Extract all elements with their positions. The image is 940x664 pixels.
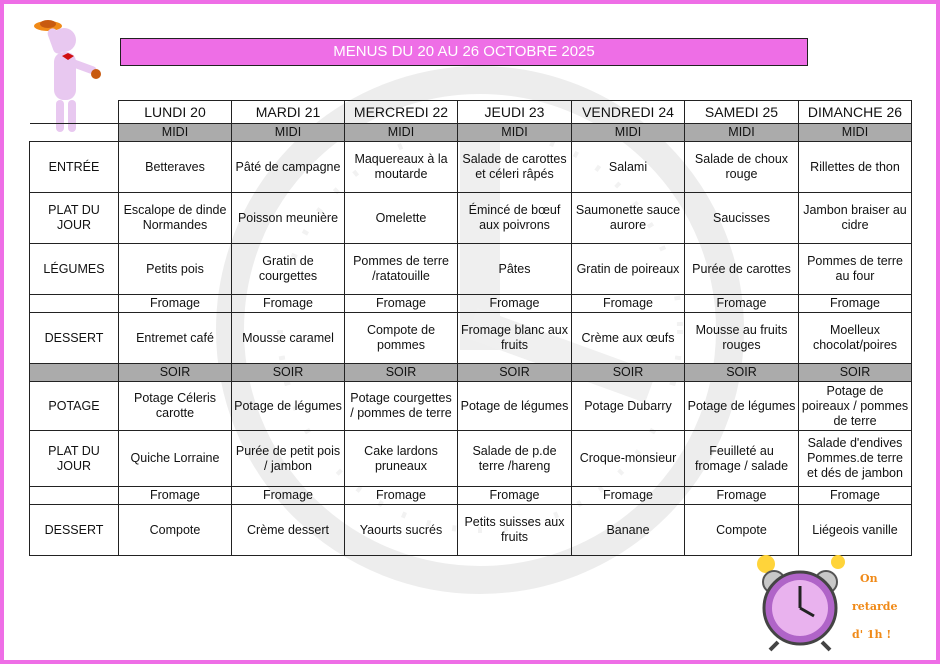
cheese-cell: Fromage xyxy=(685,487,799,505)
midi-label: MIDI xyxy=(345,124,458,142)
soir-corner xyxy=(30,364,119,382)
fromage-soir-row xyxy=(30,487,912,505)
menu-cell: Salade d'endives Pommes.de terre et dés de jambon xyxy=(799,431,912,487)
menu-cell: Pâté de campagne xyxy=(232,142,345,193)
cheese-cell: Fromage xyxy=(685,295,799,313)
soir-row xyxy=(30,364,912,382)
midi-corner xyxy=(30,124,119,142)
cheese-cell: Fromage xyxy=(458,295,572,313)
soir-label: SOIR xyxy=(799,364,912,382)
menu-cell: Mousse au fruits rouges xyxy=(685,313,799,364)
menu-cell: Potage de poireaux / pommes de terre xyxy=(799,382,912,431)
menu-cell: Purée de carottes xyxy=(685,244,799,295)
cheese-cell: Fromage xyxy=(119,295,232,313)
midi-row xyxy=(30,124,912,142)
menu-cell: Émincé de bœuf aux poivrons xyxy=(458,193,572,244)
dessert-midi-row xyxy=(30,313,912,364)
cheese-cell: Fromage xyxy=(232,295,345,313)
menu-cell: Pommes de terre /ratatouille xyxy=(345,244,458,295)
cheese-cell: Fromage xyxy=(458,487,572,505)
row-label: DESSERT xyxy=(30,313,119,364)
menu-cell: Escalope de dinde Normandes xyxy=(119,193,232,244)
midi-label: MIDI xyxy=(119,124,232,142)
menu-cell: Yaourts sucrés xyxy=(345,505,458,556)
day-header: SAMEDI 25 xyxy=(685,101,799,124)
midi-label: MIDI xyxy=(572,124,685,142)
midi-label: MIDI xyxy=(799,124,912,142)
menu-cell: Quiche Lorraine xyxy=(119,431,232,487)
menu-cell: Salade de carottes et céleri râpés xyxy=(458,142,572,193)
menu-cell: Rillettes de thon xyxy=(799,142,912,193)
menu-cell: Gratin de poireaux xyxy=(572,244,685,295)
row-label: POTAGE xyxy=(30,382,119,431)
row-label xyxy=(30,295,119,313)
corner-cell xyxy=(30,101,119,124)
menu-cell: Petits suisses aux fruits xyxy=(458,505,572,556)
menu-cell: Crème dessert xyxy=(232,505,345,556)
menu-cell: Omelette xyxy=(345,193,458,244)
menu-cell: Croque-monsieur xyxy=(572,431,685,487)
clock-note-line: d' 1h ! xyxy=(852,628,892,641)
menu-cell: Salami xyxy=(572,142,685,193)
cheese-cell: Fromage xyxy=(119,487,232,505)
menu-cell: Banane xyxy=(572,505,685,556)
menu-cell: Saumonette sauce aurore xyxy=(572,193,685,244)
menu-cell: Potage de légumes xyxy=(685,382,799,431)
day-header: MARDI 21 xyxy=(232,101,345,124)
row-label: LÉGUMES xyxy=(30,244,119,295)
legumes-row xyxy=(30,244,912,295)
clock-note-line: retarde xyxy=(852,600,898,613)
midi-label: MIDI xyxy=(685,124,799,142)
day-header: JEUDI 23 xyxy=(458,101,572,124)
menu-cell: Fromage blanc aux fruits xyxy=(458,313,572,364)
day-header: VENDREDI 24 xyxy=(572,101,685,124)
midi-label: MIDI xyxy=(458,124,572,142)
menu-cell: Compote xyxy=(685,505,799,556)
menu-cell: Pâtes xyxy=(458,244,572,295)
menu-cell: Cake lardons pruneaux xyxy=(345,431,458,487)
menu-cell: Compote xyxy=(119,505,232,556)
menu-cell: Entremet café xyxy=(119,313,232,364)
clock-note-line: On xyxy=(860,572,878,585)
plat-midi-row xyxy=(30,193,912,244)
menu-cell: Pommes de terre au four xyxy=(799,244,912,295)
menu-cell: Liégeois vanille xyxy=(799,505,912,556)
menu-cell: Petits pois xyxy=(119,244,232,295)
menu-cell: Maquereaux à la moutarde xyxy=(345,142,458,193)
menu-table xyxy=(29,100,912,556)
potage-row xyxy=(30,382,912,431)
menu-cell: Betteraves xyxy=(119,142,232,193)
menu-cell: Gratin de courgettes xyxy=(232,244,345,295)
soir-label: SOIR xyxy=(685,364,799,382)
menu-cell: Mousse caramel xyxy=(232,313,345,364)
menu-cell: Potage Céleris carotte xyxy=(119,382,232,431)
cheese-cell: Fromage xyxy=(799,487,912,505)
menu-cell: Purée de petit pois / jambon xyxy=(232,431,345,487)
day-header: DIMANCHE 26 xyxy=(799,101,912,124)
menu-cell: Feuilleté au fromage / salade xyxy=(685,431,799,487)
alarm-clock-icon xyxy=(752,552,848,652)
cheese-cell: Fromage xyxy=(799,295,912,313)
menu-cell: Jambon braiser au cidre xyxy=(799,193,912,244)
cheese-cell: Fromage xyxy=(345,487,458,505)
dessert-soir-row xyxy=(30,505,912,556)
plat-soir-row xyxy=(30,431,912,487)
menu-cell: Salade de p.de terre /hareng xyxy=(458,431,572,487)
entree-row xyxy=(30,142,912,193)
menu-cell: Compote de pommes xyxy=(345,313,458,364)
fromage-midi-row xyxy=(30,295,912,313)
menu-cell: Crème aux œufs xyxy=(572,313,685,364)
cheese-cell: Fromage xyxy=(232,487,345,505)
cheese-cell: Fromage xyxy=(345,295,458,313)
page-title: MENUS DU 20 AU 26 OCTOBRE 2025 xyxy=(120,38,808,66)
soir-label: SOIR xyxy=(345,364,458,382)
row-label: ENTRÉE xyxy=(30,142,119,193)
soir-label: SOIR xyxy=(119,364,232,382)
menu-cell: Potage courgettes / pommes de terre xyxy=(345,382,458,431)
menu-cell: Potage de légumes xyxy=(232,382,345,431)
soir-label: SOIR xyxy=(232,364,345,382)
menu-cell: Poisson meunière xyxy=(232,193,345,244)
day-header: LUNDI 20 xyxy=(119,101,232,124)
row-label: PLAT DU JOUR xyxy=(30,431,119,487)
menu-cell: Salade de choux rouge xyxy=(685,142,799,193)
row-label: DESSERT xyxy=(30,505,119,556)
soir-label: SOIR xyxy=(572,364,685,382)
menu-cell: Saucisses xyxy=(685,193,799,244)
menu-cell: Potage Dubarry xyxy=(572,382,685,431)
cheese-cell: Fromage xyxy=(572,487,685,505)
menu-cell: Potage de légumes xyxy=(458,382,572,431)
days-header-row xyxy=(30,101,912,124)
row-label: PLAT DU JOUR xyxy=(30,193,119,244)
row-label xyxy=(30,487,119,505)
menu-cell: Moelleux chocolat/poires xyxy=(799,313,912,364)
cheese-cell: Fromage xyxy=(572,295,685,313)
midi-label: MIDI xyxy=(232,124,345,142)
day-header: MERCREDI 22 xyxy=(345,101,458,124)
soir-label: SOIR xyxy=(458,364,572,382)
